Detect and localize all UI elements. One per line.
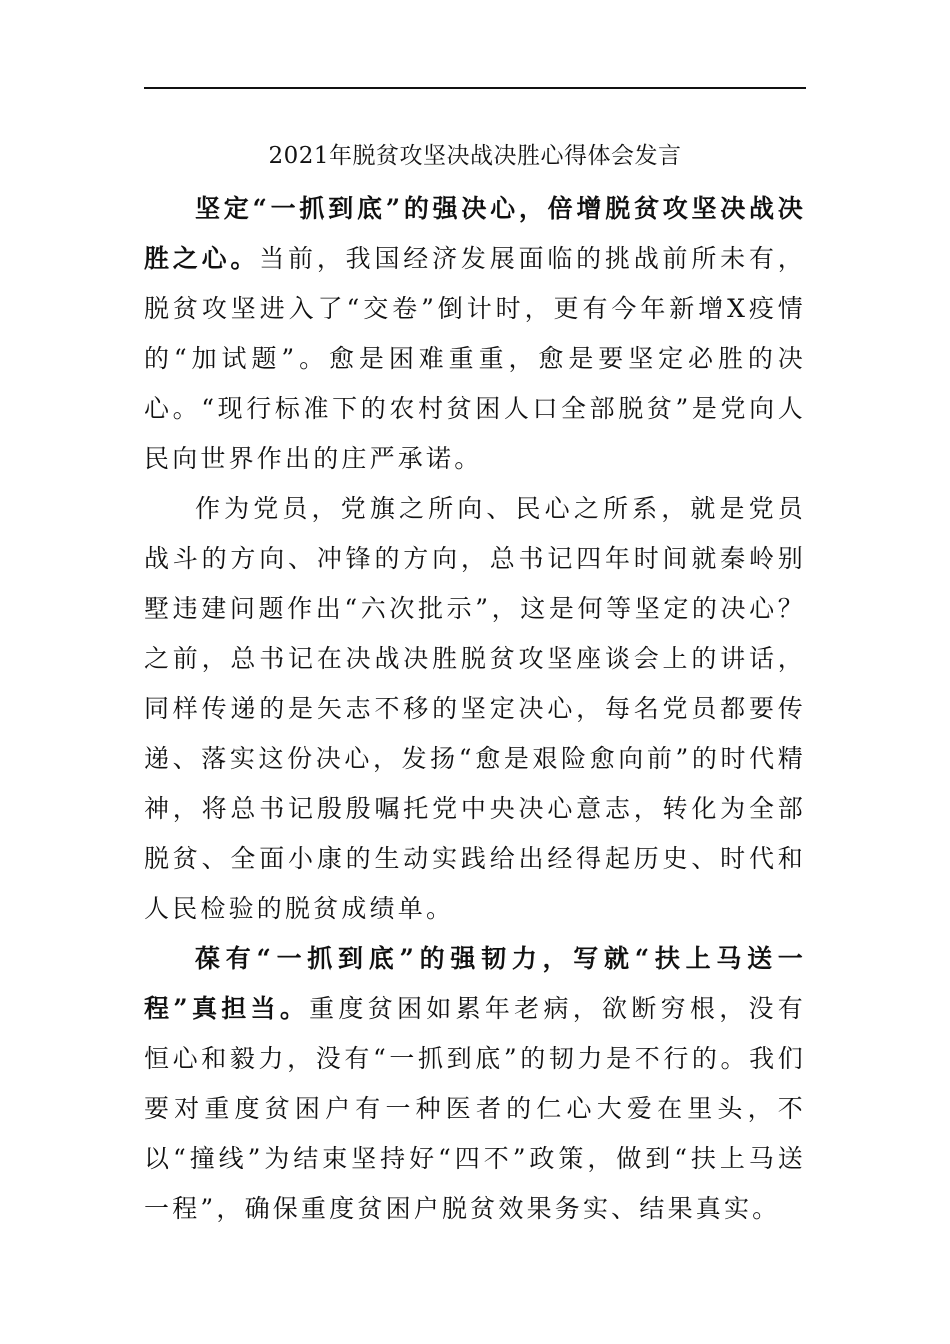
paragraph-2 <box>144 484 806 934</box>
paragraph-3-text: 重度贫困如累年老病，欲断穷根，没有恒心和毅力，没有“一抓到底”的韧力是不行的。我们要对重度贫困户有一种医者的仁心大爱在里头，不以“撞线”为结束坚持好“四不”政策，做到“扶上马送一程”，确保重度贫困户脱贫效果务实、结果真实。 <box>144 994 806 1223</box>
document-title: 2021年脱贫攻坚决战决胜心得体会发言 <box>268 143 682 169</box>
header-rule <box>144 87 806 89</box>
paragraph-1-text: 当前，我国经济发展面临的挑战前所未有，脱贫攻坚进入了“交卷”倒计时，更有今年新增X疫情的“加试题”。愈是困难重重，愈是要坚定必胜的决心。“现行标准下的农村贫困人口全部脱贫”是党向人民向世界作出的庄严承诺。 <box>144 244 806 473</box>
paragraph-3-lead: 葆有“一抓到底”的强韧力，写就“扶上马送一程”真担当。 <box>144 944 806 1023</box>
paragraph-2-text: 作为党员，党旗之所向、民心之所系，就是党员战斗的方向、冲锋的方向，总书记四年时间就秦岭别墅违建问题作出“六次批示”，这是何等坚定的决心？之前，总书记在决战决胜脱贫攻坚座谈会上的讲话，同样传递的是矢志不移的坚定决心，每名党员都要传递、落实这份决心，发扬“愈是艰险愈向前”的时代精神，将总书记殷殷嘱托党中央决心意志，转化为全部脱贫、全面小康的生动实践给出经得起历史、时代和人民检验的脱贫成绩单。 <box>144 494 806 923</box>
paragraph-1-lead: 坚定“一抓到底”的强决心，倍增脱贫攻坚决战决胜之心。 <box>144 194 806 273</box>
paragraph-3 <box>144 934 806 1234</box>
document-body <box>144 184 806 1234</box>
paragraph-1 <box>144 184 806 484</box>
